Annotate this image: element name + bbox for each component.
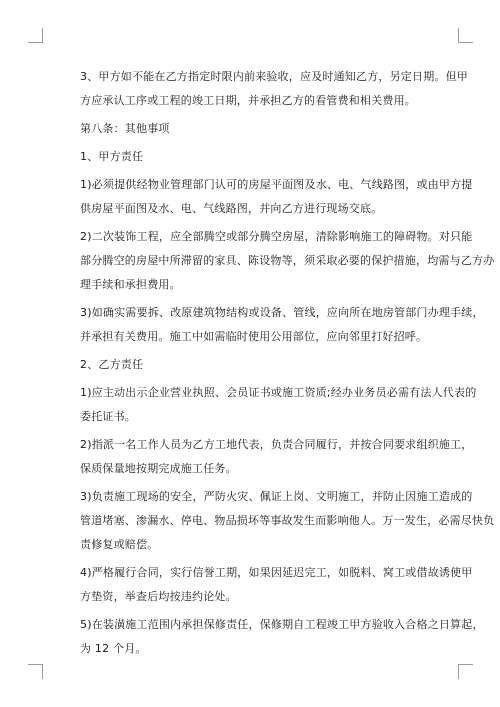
paragraph-line: 为 12 个月。 xyxy=(80,642,147,655)
paragraph xyxy=(80,145,455,169)
paragraph-line: 理手续和承担费用。 xyxy=(80,278,181,291)
paragraph-line: 1)必须提供经物业管理部门认可的房屋平面图及水、电、气线路图，或由甲方提 xyxy=(80,178,473,191)
paragraph xyxy=(80,65,468,113)
paragraph-line: 3、甲方如不能在乙方指定时限内前来验收，应及时通知乙方，另定日期。但甲 xyxy=(80,70,468,83)
paragraph-line: 并承担有关费用。施工中如需临时使用公用部位，应向邻里打好招呼。 xyxy=(80,330,428,343)
paragraph-line: 保质保量地按期完成施工任务。 xyxy=(80,462,237,475)
paragraph xyxy=(80,173,473,221)
crop-mark-top-left xyxy=(28,28,43,43)
paragraph xyxy=(80,433,473,481)
paragraph-line: 5)在装潢施工范围内承担保修责任，保修期自工程竣工甲方验收入合格之日算起， xyxy=(80,618,484,631)
paragraph-line: 方应承认工序或工程的竣工日期，并承担乙方的看管费和相关费用。 xyxy=(80,94,416,107)
paragraph-line: 供房屋平面图及水、电、气线路图，并向乙方进行现场交底。 xyxy=(80,202,383,215)
paragraph xyxy=(80,561,473,609)
paragraph-line: 3)负责施工现场的安全，严防火灾、佩证上岗、文明施工，并防止因施工造成的 xyxy=(80,490,473,503)
paragraph-line: 4)严格履行合同，实行信誉工期，如果因延迟完工，如脱料、窝工或借故诱使甲 xyxy=(80,566,473,579)
paragraph xyxy=(80,353,455,377)
paragraph-line: 第八条：其他事项 xyxy=(80,122,170,135)
paragraph-line: 1)应主动出示企业营业执照、会员证书或施工资质;经办业务员必需有法人代表的 xyxy=(80,386,477,399)
paragraph-line: 委托证书。 xyxy=(80,410,136,423)
crop-mark-top-right xyxy=(458,28,473,43)
paragraph xyxy=(80,117,455,141)
document-body xyxy=(80,65,495,665)
paragraph-line: 3)如确实需要拆、改原建筑物结构或设备、管线，应向所在地房管部门办理手续， xyxy=(80,306,484,319)
paragraph-line: 管道堵塞、渗漏水、停电、物品损坏等事故发生而影响他人。万一发生，必需尽快负 xyxy=(80,514,495,527)
paragraph xyxy=(80,485,495,557)
paragraph-line: 责修复或赔偿。 xyxy=(80,538,159,551)
paragraph xyxy=(80,301,484,349)
crop-mark-bottom-right xyxy=(458,664,473,679)
paragraph-line: 部分腾空的房屋中所滞留的家具、陈设物等，须采取必要的保护措施，均需与乙方办 xyxy=(80,254,495,267)
crop-mark-bottom-left xyxy=(28,664,43,679)
paragraph-line: 2)二次装饰工程，应全部腾空或部分腾空房屋，清除影响施工的障碍物。对只能 xyxy=(80,230,473,243)
paragraph-line: 2、乙方责任 xyxy=(80,358,144,371)
paragraph-line: 方垫资，举查后均按违约论处。 xyxy=(80,590,237,603)
paragraph-line: 1、甲方责任 xyxy=(80,150,144,163)
paragraph xyxy=(80,613,484,661)
paragraph-line: 2)指派一名工作人员为乙方工地代表，负责合同履行，并按合同要求组织施工， xyxy=(80,438,473,451)
paragraph xyxy=(80,381,477,429)
paragraph xyxy=(80,225,495,297)
